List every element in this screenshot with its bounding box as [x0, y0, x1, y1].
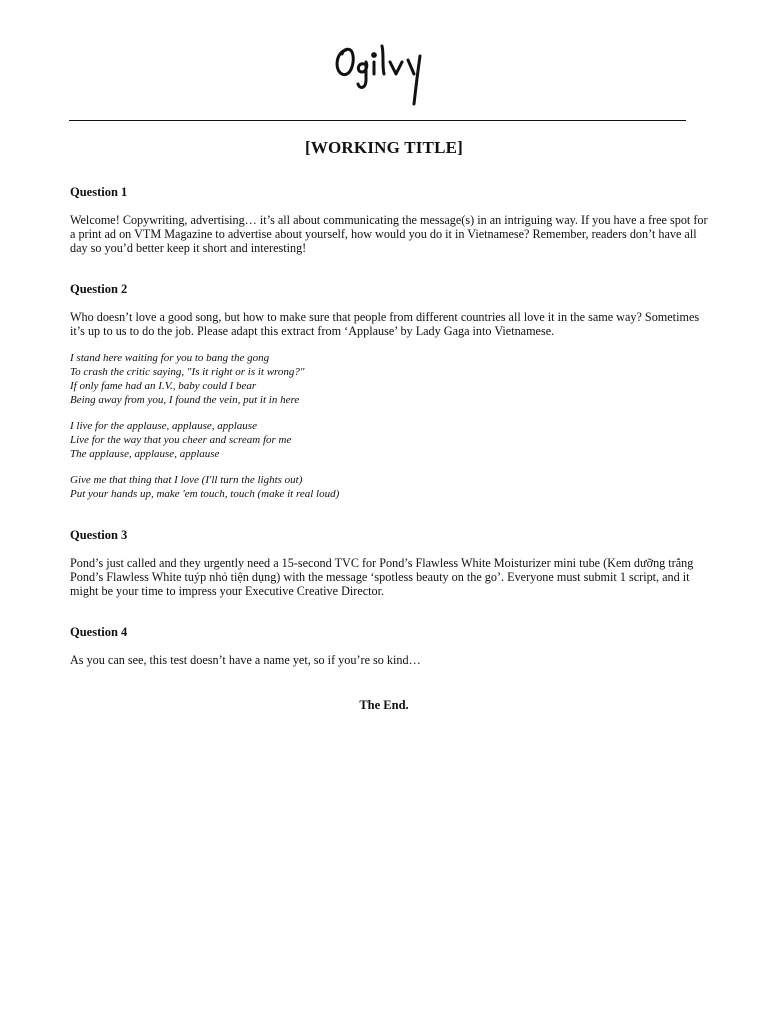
lyric-line: Put your hands up, make 'em touch, touch (make it real loud) [70, 488, 340, 500]
end-text: The End. [359, 698, 409, 712]
question-3 [70, 528, 710, 598]
lyrics-chorus [70, 419, 710, 461]
question-2 [70, 282, 710, 501]
question-1-heading: Question 1 [70, 185, 128, 199]
document-title: [WORKING TITLE] [304, 138, 464, 157]
lyric-line: If only fame had an I.V., baby could I bear [70, 380, 257, 392]
lyric-line: Give me that thing that I love (I'll turn the lights out) [70, 474, 303, 486]
question-4-text: As you can see, this test doesn’t have a name yet, so if you’re so kind… [70, 653, 421, 667]
lyric-line: The applause, applause, applause [70, 448, 220, 460]
document-body [70, 185, 710, 667]
question-3-text: Pond’s just called and they urgently need a 15-second TVC for Pond’s Flawless White Moisturizer mini tube (Kem dưỡng trắng Pond’s Flawless White tuýp nhỏ tiện dụng) with the message ‘spotless beauty on the go’. Everyone must submit 1 script, and it might be your time to impress your Executive Creative Director. [70, 556, 694, 598]
question-2-text: Who doesn’t love a good song, but how to make sure that people from different countries all love it in the same way? Sometimes it’s up to us to do the job. Please adapt this extract from ‘Applause’ by Lady Gaga into Vietnamese. [70, 310, 700, 338]
question-3-heading: Question 3 [70, 528, 128, 542]
lyrics-verse-1 [70, 351, 710, 407]
ogilvy-logo [330, 40, 440, 112]
lyrics-bridge [70, 473, 710, 501]
question-1-text: Welcome! Copywriting, advertising… it’s all about communicating the message(s) in an intriguing way. If you have a free spot for a print ad on VTM Magazine to advertise about yourself, how would you do it in Vietnamese? Remember, readers don’t have all day so you’d better keep it short and interesting! [70, 213, 708, 255]
question-2-heading: Question 2 [70, 282, 128, 296]
lyric-line: To crash the critic saying, "Is it right or is it wrong?" [70, 366, 305, 378]
question-4-heading: Question 4 [70, 625, 128, 639]
question-4 [70, 625, 710, 667]
lyric-line: I live for the applause, applause, applause [70, 420, 257, 432]
lyric-line: I stand here waiting for you to bang the gong [70, 352, 270, 364]
lyric-line: Live for the way that you cheer and scream for me [70, 434, 292, 446]
header-divider [69, 120, 686, 121]
question-1 [70, 185, 710, 255]
lyric-line: Being away from you, I found the vein, put it in here [70, 394, 300, 406]
